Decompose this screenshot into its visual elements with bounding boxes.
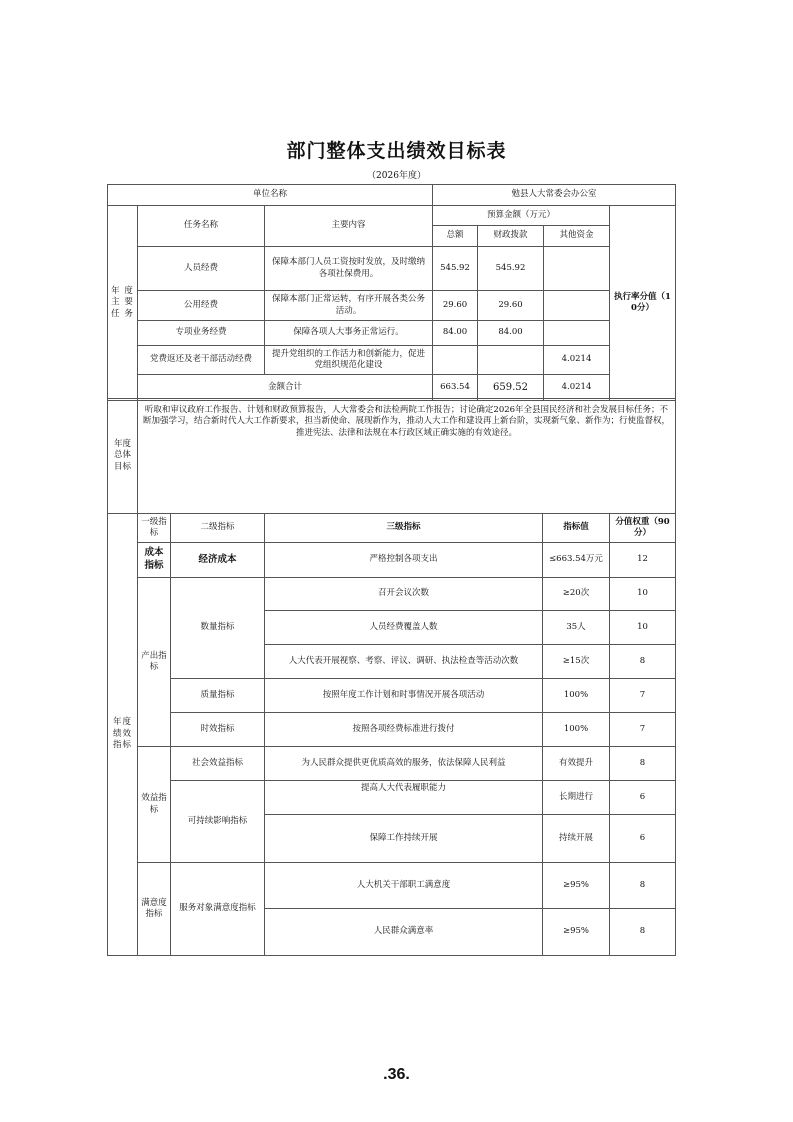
indicator-l3: 严格控制各项支出 [265, 543, 543, 578]
indicator-weight: 8 [610, 863, 676, 909]
task-content-header: 主要内容 [265, 206, 433, 247]
level2-header: 二级指标 [171, 514, 265, 543]
value-header: 指标值 [543, 514, 610, 543]
indicator-weight: 7 [610, 713, 676, 747]
indicator-value: ≥95% [543, 909, 610, 956]
task-fiscal [478, 346, 544, 375]
indicator-l3: 召开会议次数 [265, 578, 543, 611]
quantity-l2: 数量指标 [171, 578, 265, 679]
task-content: 保障本部门人员工资按时发放，及时缴纳各项社保费用。 [265, 247, 433, 291]
cost-l2: 经济成本 [171, 543, 265, 578]
output-l1: 产出指标 [138, 578, 171, 747]
indicator-weight: 8 [610, 747, 676, 781]
indicator-value: 有效提升 [543, 747, 610, 781]
indicator-weight: 10 [610, 578, 676, 611]
task-name: 公用经费 [138, 291, 265, 321]
indicator-value: 长期进行 [543, 781, 610, 815]
budget-other-header: 其他资金 [544, 226, 610, 247]
task-other [544, 247, 610, 291]
budget-fiscal-header: 财政拨款 [478, 226, 544, 247]
indicators-table [107, 513, 676, 956]
task-name: 专项业务经费 [138, 321, 265, 346]
sum-fiscal: 659.52 [478, 375, 544, 401]
indicator-value: 持续开展 [543, 815, 610, 863]
task-name: 人员经费 [138, 247, 265, 291]
task-total: 545.92 [433, 247, 478, 291]
exec-rate-label: 执行率分值（10分） [610, 206, 676, 401]
page-title: 部门整体支出绩效目标表 [286, 140, 507, 162]
task-other [544, 291, 610, 321]
indicator-l3: 按照年度工作计划和时事情况开展各项活动 [265, 679, 543, 713]
task-name: 党费返还及老干部活动经费 [138, 346, 265, 375]
tasks-section-label: 年 度 主 要 任 务 [108, 206, 138, 401]
page-number: .36. [383, 1066, 410, 1083]
indicator-l3: 提高人大代表履职能力 [265, 781, 543, 815]
indicator-value: 35人 [543, 611, 610, 645]
quality-l2: 质量指标 [171, 679, 265, 713]
satisfaction-l1: 满意度指标 [138, 863, 171, 956]
task-fiscal: 545.92 [478, 247, 544, 291]
tasks-table [107, 184, 676, 401]
indicator-weight: 6 [610, 781, 676, 815]
indicator-value: 100% [543, 713, 610, 747]
cost-l1: 成本指标 [138, 543, 171, 578]
benefit-l1: 效益指标 [138, 747, 171, 863]
level1-header: 一级指标 [138, 514, 171, 543]
indicator-weight: 7 [610, 679, 676, 713]
task-content: 保障本部门正常运转，有序开展各类公务活动。 [265, 291, 433, 321]
indicator-value: 100% [543, 679, 610, 713]
indicator-value: ≤663.54万元 [543, 543, 610, 578]
goal-text: 听取和审议政府工作报告、计划和财政预算报告，人大常委会和法检两院工作报告；讨论确定2026年全县国民经济和社会发展目标任务；不断加强学习，结合新时代人大工作新要求，担当新使命、展现新作为，推动人大工作和建设再上新台阶，实现新气象、新作为；行使监督权，推进宪法、法律和法规在本行政区域正确实施的有效途径。 [138, 399, 676, 514]
task-fiscal: 29.60 [478, 291, 544, 321]
indicators-section-label: 年度绩效指标 [108, 514, 138, 956]
indicator-weight: 8 [610, 645, 676, 679]
social-l2: 社会效益指标 [171, 747, 265, 781]
budget-total-header: 总额 [433, 226, 478, 247]
task-name-header: 任务名称 [138, 206, 265, 247]
indicator-l3: 人大机关干部职工满意度 [265, 863, 543, 909]
indicator-value: ≥95% [543, 863, 610, 909]
sum-other: 4.0214 [544, 375, 610, 401]
indicator-l3: 保障工作持续开展 [265, 815, 543, 863]
task-total: 84.00 [433, 321, 478, 346]
task-other: 4.0214 [544, 346, 610, 375]
task-other [544, 321, 610, 346]
indicator-l3: 按照各项经费标准进行拨付 [265, 713, 543, 747]
goal-table [107, 398, 676, 514]
indicator-weight: 10 [610, 611, 676, 645]
indicator-l3: 人员经费覆盖人数 [265, 611, 543, 645]
timeliness-l2: 时效指标 [171, 713, 265, 747]
task-fiscal: 84.00 [478, 321, 544, 346]
unit-name-label: 单位名称 [108, 185, 433, 206]
indicator-l3: 人大代表开展视察、考察、评议、调研、执法检查等活动次数 [265, 645, 543, 679]
indicator-l3: 人民群众满意率 [265, 909, 543, 956]
sum-label: 金额合计 [138, 375, 433, 401]
indicator-l3: 为人民群众提供更优质高效的服务，依法保障人民利益 [265, 747, 543, 781]
indicator-value: ≥20次 [543, 578, 610, 611]
sustain-l2: 可持续影响指标 [171, 781, 265, 863]
task-total [433, 346, 478, 375]
weight-header: 分值权重（90分） [610, 514, 676, 543]
task-total: 29.60 [433, 291, 478, 321]
unit-name-value: 勉县人大常委会办公室 [433, 185, 676, 206]
level3-header: 三级指标 [265, 514, 543, 543]
indicator-weight: 12 [610, 543, 676, 578]
indicator-weight: 8 [610, 909, 676, 956]
sum-total: 663.54 [433, 375, 478, 401]
indicator-value: ≥15次 [543, 645, 610, 679]
year-label: （2026年度） [367, 171, 426, 181]
indicator-weight: 6 [610, 815, 676, 863]
task-content: 提升党组织的工作活力和创新能力，促进党组织规范化建设 [265, 346, 433, 375]
goal-label: 年度总体目标 [108, 399, 138, 514]
task-content: 保障各项人大事务正常运行。 [265, 321, 433, 346]
satisfaction-l2: 服务对象满意度指标 [171, 863, 265, 956]
budget-header: 预算金额（万元） [433, 206, 610, 226]
